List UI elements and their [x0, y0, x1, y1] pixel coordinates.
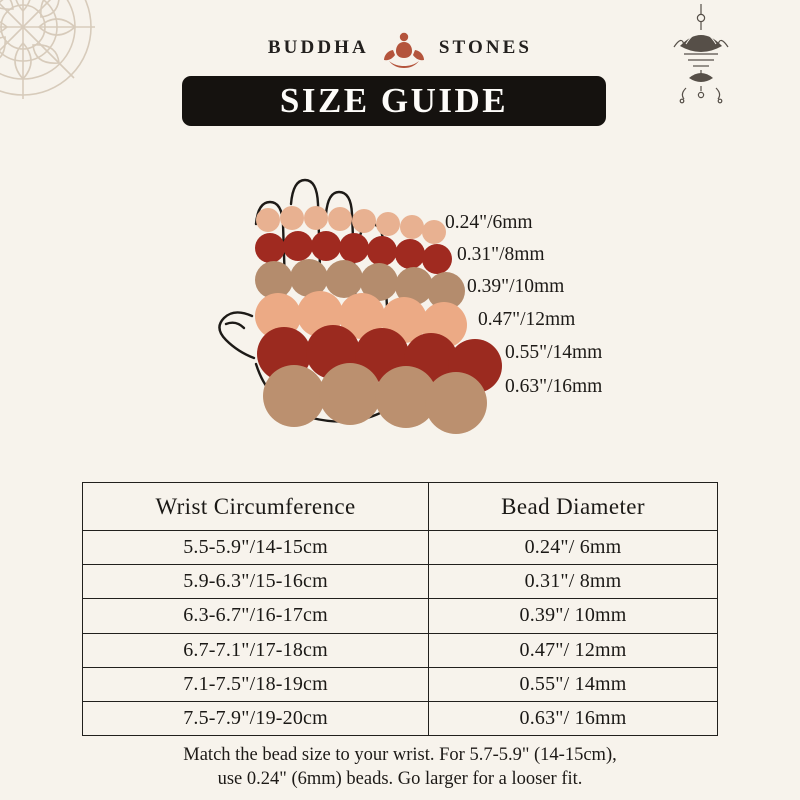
- table-row: [83, 633, 718, 667]
- cell-bead: 0.47"/ 12mm: [429, 633, 718, 667]
- bead-label-16mm: 0.63"/16mm: [505, 376, 603, 397]
- page-title: SIZE GUIDE: [279, 81, 509, 120]
- cell-wrist: 7.5-7.9"/19-20cm: [83, 701, 429, 735]
- bead-size-labels: [445, 128, 775, 468]
- table-row: [83, 667, 718, 701]
- cell-bead: 0.39"/ 10mm: [429, 599, 718, 633]
- footnote: [0, 744, 800, 791]
- column-header-bead: Bead Diameter: [429, 483, 718, 531]
- table-header-row: [83, 483, 718, 531]
- table-row: [83, 599, 718, 633]
- bead-label-10mm: 0.39"/10mm: [467, 276, 565, 297]
- buddha-lotus-logo-icon: [383, 28, 425, 68]
- cell-wrist: 5.9-6.3"/15-16cm: [83, 565, 429, 599]
- table-row: [83, 531, 718, 565]
- bead-label-8mm: 0.31"/8mm: [457, 244, 545, 265]
- brand-word-right: STONES: [438, 37, 533, 58]
- column-header-wrist: Wrist Circumference: [83, 483, 429, 531]
- table-row: [83, 701, 718, 735]
- page-title-banner: [182, 76, 606, 126]
- table-row: [83, 565, 718, 599]
- cell-wrist: 6.3-6.7"/16-17cm: [83, 599, 429, 633]
- bead-label-14mm: 0.55"/14mm: [505, 342, 603, 363]
- cell-bead: 0.24"/ 6mm: [429, 531, 718, 565]
- brand-header: [0, 28, 800, 68]
- cell-bead: 0.31"/ 8mm: [429, 565, 718, 599]
- footnote-line-2: use 0.24" (6mm) beads. Go larger for a looser fit.: [217, 768, 583, 789]
- cell-bead: 0.63"/ 16mm: [429, 701, 718, 735]
- cell-wrist: 7.1-7.5"/18-19cm: [83, 667, 429, 701]
- bead-label-12mm: 0.47"/12mm: [478, 309, 576, 330]
- cell-wrist: 6.7-7.1"/17-18cm: [83, 633, 429, 667]
- size-table: [82, 482, 718, 736]
- bead-label-6mm: 0.24"/6mm: [445, 212, 533, 233]
- cell-bead: 0.55"/ 14mm: [429, 667, 718, 701]
- brand-word-left: BUDDHA: [267, 37, 369, 58]
- cell-wrist: 5.5-5.9"/14-15cm: [83, 531, 429, 565]
- footnote-line-1: Match the bead size to your wrist. For 5.7-5.9" (14-15cm),: [183, 745, 617, 765]
- size-table-wrapper: [82, 482, 718, 736]
